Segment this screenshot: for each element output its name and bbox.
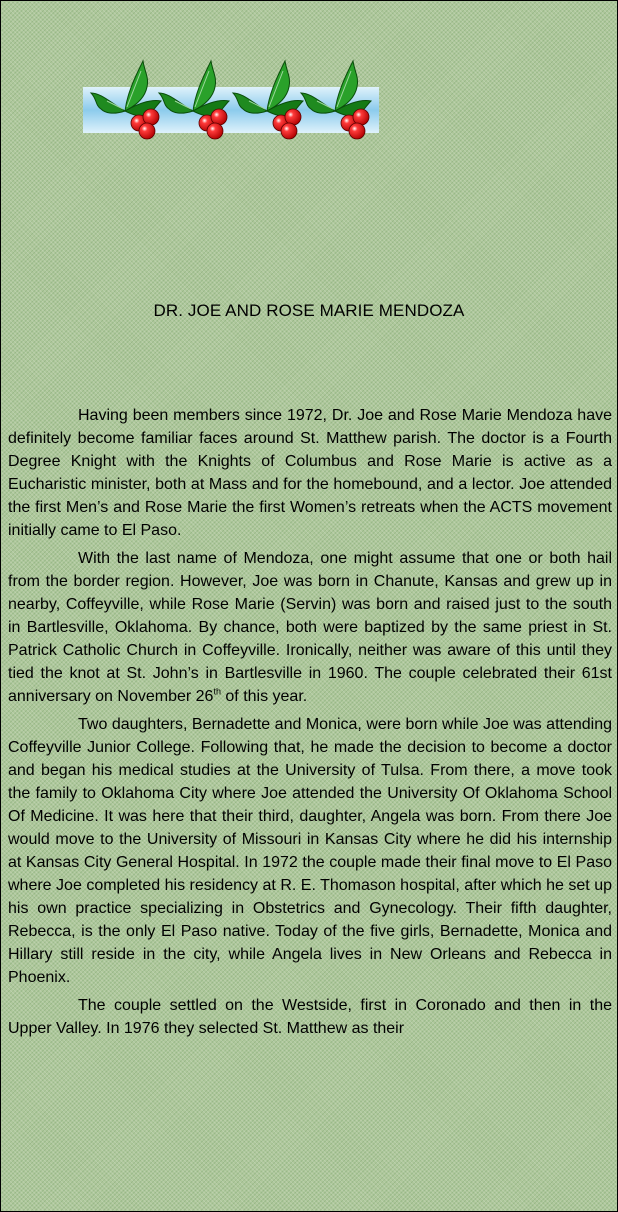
- paragraph: The couple settled on the Westside, first in Coronado and then in the Upper Valley. In 1976 they selected St. Matthew as their: [8, 997, 612, 1037]
- ordinal-suffix: th: [213, 686, 221, 697]
- article-title: DR. JOE AND ROSE MARIE MENDOZA: [153, 301, 465, 320]
- paragraph-text: of this year.: [220, 688, 308, 705]
- paragraph: Two daughters, Bernadette and Monica, were born while Joe was attending Coffeyville Junior College. Following that, he made the decision to become a doctor and began his medical studies at the University of Tulsa. From there, a move took the family to Oklahoma City where Joe attended the University Of Oklahoma School Of Medicine. It was here that their third, daughter, Angela was born. From there Joe would move to the University of Missouri in Kansas City where he did his internship at Kansas City General Hospital. In 1972 the couple made their final move to El Paso where Joe completed his residency at R. E. Thomason hospital, after which he set up his own practice specializing in Obstetrics and Gynecology. Their fifth daughter, Rebecca, is the only El Paso native. Today of the five girls, Bernadette, Monica and Hillary still reside in the city, while Angela lives in New Orleans and Rebecca in Phoenix.: [8, 716, 612, 986]
- paragraph: Having been members since 1972, Dr. Joe and Rose Marie Mendoza have definitely become familiar faces around St. Matthew parish. The doctor is a Fourth Degree Knight with the Knights of Columbus and Rose Marie is active as a Eucharistic minister, both at Mass and for the homebound, and a lector. Joe attended the first Men’s and Rose Marie the first Women’s retreats when the ACTS movement initially came to El Paso.: [8, 407, 612, 539]
- paragraph: [8, 547, 612, 708]
- article-body: [8, 404, 612, 1045]
- paragraph-text: With the last name of Mendoza, one might assume that one or both hail from the border region. However, Joe was born in Chanute, Kansas and grew up in nearby, Coffeyville, while Rose Marie (Servin) was born and raised just to the south in Bartlesville, Oklahoma. By chance, both were baptized by the same priest in St. Patrick Catholic Church in Coffeyville. Ironically, neither was aware of this until they tied the knot at St. John’s in Bartlesville in 1960. The couple celebrated their 61st anniversary on November 26: [8, 550, 612, 705]
- holly-icon: [83, 53, 379, 149]
